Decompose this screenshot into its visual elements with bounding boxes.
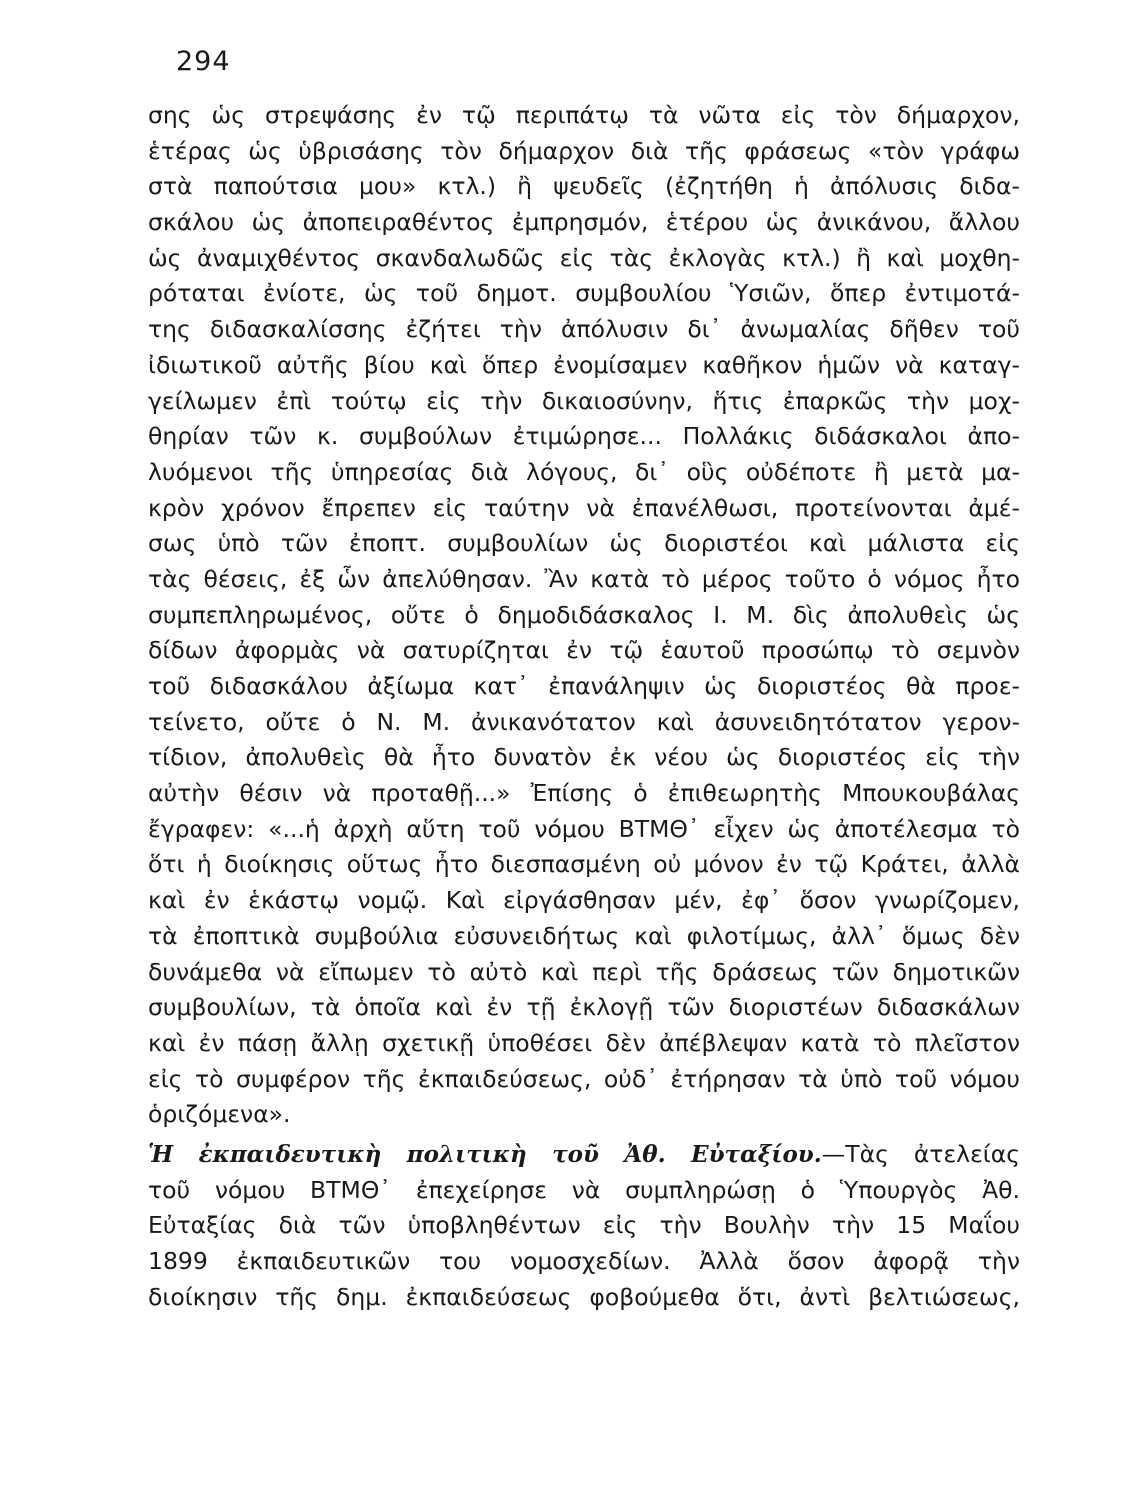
text-line: σως ὑπὸ τῶν ἐποπτ. συμβουλίων ὡς διοριστέοι καὶ μάλιστα εἰς (148, 529, 1020, 558)
text-line: ὁριζόμενα». (148, 1100, 291, 1129)
text-line: 1899 ἐκπαιδευτικῶν του νομοσχεδίων. Ἀλλὰ ὅσον ἀφορᾷ τὴν (148, 1247, 1020, 1275)
section-heading-line (148, 1137, 1020, 1173)
page-number: 294 (176, 46, 231, 77)
text-line: σης ὡς στρεψάσης ἐν τῷ περιπάτῳ τὰ νῶτα εἰς τὸν δήμαρχον, (148, 101, 1020, 129)
section-heading-continuation: —Τὰς ἀτελείας (821, 1139, 1021, 1168)
text-line: συμπεπληρωμένος, οὔτε ὁ δημοδιδάσκαλος Ι. Μ. δὶς ἀπολυθεὶς ὡς (148, 600, 1020, 629)
text-line: Εὐταξίας διὰ τῶν ὑποβληθέντων εἰς τὴν Βουλὴν τὴν 15 Μαΐου (148, 1211, 1020, 1240)
text-line: λυόμενοι τῆς ὑπηρεσίας διὰ λόγους, δι᾽ οὓς οὐδέποτε ἢ μετὰ μα- (148, 457, 1020, 486)
text-line: θηρίαν τῶν κ. συμβούλων ἐτιμώρησε... Πολλάκις διδάσκαλοι ἀπο- (148, 422, 1020, 451)
text-line: ἰδιωτικοῦ αὐτῆς βίου καὶ ὅπερ ἐνομίσαμεν καθῆκον ἡμῶν νὰ καταγ- (148, 350, 1020, 379)
text-line: ὅτι ἡ διοίκησις οὕτως ἦτο διεσπασμένη οὐ μόνον ἐν τῷ Κράτει, ἀλλὰ (148, 850, 1020, 879)
text-line: τείνετο, οὔτε ὁ Ν. Μ. ἀνικανότατον καὶ ἀσυνειδητότατον γερον- (148, 707, 1020, 736)
text-line: δυνάμεθα νὰ εἴπωμεν τὸ αὐτὸ καὶ περὶ τῆς δράσεως τῶν δημοτικῶν (148, 957, 1020, 986)
text-line: στὰ παπούτσια μου» κτλ.) ἢ ψευδεῖς (ἐζητήθη ἡ ἀπόλυσις διδα- (148, 172, 1020, 201)
text-line: σκάλου ὡς ἀποπειραθέντος ἐμπρησμόν, ἑτέρου ὡς ἀνικάνου, ἄλλου (148, 208, 1020, 237)
text-line: ὡς ἀναμιχθέντος σκανδαλωδῶς εἰς τὰς ἐκλογὰς κτλ.) ἢ καὶ μοχθη- (148, 243, 1020, 272)
text-line: εἰς τὸ συμφέρον τῆς ἐκπαιδεύσεως, οὐδ᾽ ἐτήρησαν τὰ ὑπὸ τοῦ νόμου (148, 1064, 1020, 1093)
text-line: καὶ ἐν ἑκάστῳ νομῷ. Καὶ εἰργάσθησαν μέν, ἐφ᾽ ὅσον γνωρίζομεν, (148, 886, 1020, 915)
text-line: δίδων ἀφορμὰς νὰ σατυρίζηται ἐν τῷ ἑαυτοῦ προσώπῳ τὸ σεμνὸν (148, 636, 1020, 665)
text-line: διοίκησιν τῆς δημ. ἐκπαιδεύσεως φοβούμεθα ὅτι, ἀντὶ βελτιώσεως, (148, 1282, 1020, 1311)
body-text (148, 98, 1020, 1315)
text-line: ἑτέρας ὡς ὑβρισάσης τὸν δήμαρχον διὰ τῆς φράσεως «τὸν γράφω (148, 136, 1020, 165)
text-line: τὰ ἐποπτικὰ συμβούλια εὐσυνειδήτως καὶ φιλοτίμως, ἀλλ᾽ ὅμως δὲν (148, 921, 1020, 950)
text-line: της διδασκαλίσσης ἐζήτει τὴν ἀπόλυσιν δι᾽ ἀνωμαλίας δῆθεν τοῦ (148, 315, 1020, 344)
section-heading: Ἡ ἐκπαιδευτικὴ πολιτικὴ τοῦ Ἀθ. Εὐταξίου. (148, 1140, 822, 1168)
text-line: ρόταται ἐνίοτε, ὡς τοῦ δημοτ. συμβουλίου Ὑσιῶν, ὅπερ ἐντιμοτά- (148, 279, 1020, 308)
text-line: αὐτὴν θέσιν νὰ προταθῇ...» Ἐπίσης ὁ ἐπιθεωρητὴς Μπουκουβάλας (148, 779, 1020, 808)
text-line: τοῦ νόμου ΒΤΜΘ᾽ ἐπεχείρησε νὰ συμπληρώσῃ ὁ Ὑπουργὸς Ἀθ. (148, 1175, 1020, 1204)
text-line: καὶ ἐν πάσῃ ἄλλῃ σχετικῇ ὑποθέσει δὲν ἀπέβλεψαν κατὰ τὸ πλεῖστον (148, 1028, 1020, 1057)
text-line: τίδιον, ἀπολυθεὶς θὰ ἦτο δυνατὸν ἐκ νέου ὡς διοριστέος εἰς τὴν (148, 743, 1020, 772)
text-line: κρὸν χρόνον ἔπρεπεν εἰς ταύτην νὰ ἐπανέλθωσι, προτείνονται ἀμέ- (148, 493, 1020, 522)
text-line: ἔγραφεν: «...ἡ ἀρχὴ αὕτη τοῦ νόμου ΒΤΜΘ᾽ εἶχεν ὡς ἀποτέλεσμα τὸ (148, 814, 1020, 843)
text-line: γείλωμεν ἐπὶ τούτῳ εἰς τὴν δικαιοσύνην, ἥτις ἐπαρκῶς τὴν μοχ- (148, 386, 1020, 415)
text-line: συμβουλίων, τὰ ὁποῖα καὶ ἐν τῇ ἐκλογῇ τῶν διοριστέων διδασκάλων (148, 993, 1020, 1022)
text-line: τὰς θέσεις, ἐξ ὧν ἀπελύθησαν. Ἂν κατὰ τὸ μέρος τοῦτο ὁ νόμος ἦτο (148, 564, 1020, 593)
text-line: τοῦ διδασκάλου ἀξίωμα κατ᾽ ἐπανάληψιν ὡς διοριστέος θὰ προε- (148, 672, 1020, 700)
